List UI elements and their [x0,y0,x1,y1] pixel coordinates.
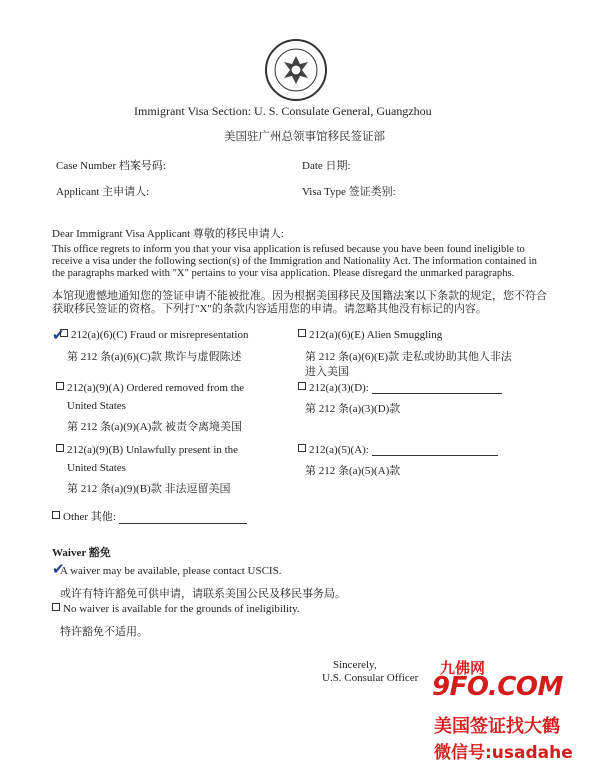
checkmark-icon: ✔ [52,326,65,344]
waiver-option-available: A waiver may be available, please contact USCIS. [60,565,282,577]
case-number-label: Case Number 档案号码: [56,160,166,172]
notice-paragraph-en: This office regrets to inform you that your visa application is refused because you have been found ineligible to receive a visa under the following section(s) of the Immigration and Nationality Act. The information contained in the paragraphs marked with "X" pertains to your visa application. Please disregard the unmarked paragraphs. [52,244,537,279]
notice-paragraph-zh: 本馆现遗憾地通知您的签证申请不能被批准。因为根据美国移民及国籍法案以下条款的规定，您不符合获取移民签证的资格。下列打"X"的条款内容适用您的申请。请忽略其他没有标记的内容。 [52,290,547,315]
section-212a6c: 212(a)(6)(C) Fraud or misrepresentation [60,329,248,341]
section-212a6e: 212(a)(6)(E) Alien Smuggling [298,329,442,341]
section-title: Immigrant Visa Section: U. S. Consulate General, Guangzhou [134,104,432,118]
closing-sincerely: Sincerely, [333,659,377,671]
section-212a6e-zh-line2: 进入美国 [305,366,349,378]
visa-type-label: Visa Type 签证类别: [302,186,396,198]
waiver-option-unavailable-zh: 特许豁免不适用。 [60,626,148,638]
checkbox-icon [52,603,60,611]
applicant-label: Applicant 主申请人: [56,186,150,198]
section-212a9b: 212(a)(9)(B) Unlawfully present in the [56,444,238,456]
section-212a9b-zh: 第 212 条(a)(9)(B)款 非法逗留美国 [67,483,231,495]
checkbox-icon [52,511,60,519]
section-212a5a: 212(a)(5)(A): [298,444,498,456]
section-212a9a-zh: 第 212 条(a)(9)(A)款 被责令离境美国 [67,421,243,433]
checkmark-icon: ✔ [52,560,65,578]
checkbox-icon [298,444,306,452]
watermark-site-name: 九佛网 [440,659,486,677]
section-212a9a: 212(a)(9)(A) Ordered removed from the [56,382,244,394]
section-212a6e-zh: 第 212 条(a)(6)(E)款 走私或协助其他人非法 [305,351,512,363]
consulate-seal-icon [264,38,328,102]
checkbox-icon [298,382,306,390]
waiver-option-unavailable: No waiver is available for the grounds of ineligibility. [52,603,300,615]
section-212a3d: 212(a)(3)(D): [298,382,502,394]
checkbox-icon [298,329,306,337]
consular-officer-title: U.S. Consular Officer [322,672,419,684]
watermark-logo: 9FO.COM [432,672,563,702]
checkbox-icon [60,329,68,337]
watermark-wechat: 微信号:usadahe [434,743,573,763]
section-212a5a-zh: 第 212 条(a)(5)(A)款 [305,465,401,477]
section-212a3d-zh: 第 212 条(a)(3)(D)款 [305,403,401,415]
checkbox-icon [56,382,64,390]
section-title-zh: 美国驻广州总领事馆移民签证部 [224,131,385,143]
date-label: Date 日期: [302,160,351,172]
watermark-slogan: 美国签证找大鹤 [434,716,560,737]
waiver-heading: Waiver 豁免 [52,547,111,559]
section-other: Other 其他: [52,508,247,524]
section-212a9b-line2: United States [67,462,126,474]
section-212a9a-line2: United States [67,400,126,412]
section-212a6c-zh: 第 212 条(a)(6)(C)款 欺诈与虚假陈述 [67,351,242,363]
checkbox-icon [56,444,64,452]
waiver-option-available-zh: 或许有特许豁免可供申请，请联系美国公民及移民事务局。 [60,588,346,600]
salutation: Dear Immigrant Visa Applicant 尊敬的移民申请人: [52,228,284,240]
